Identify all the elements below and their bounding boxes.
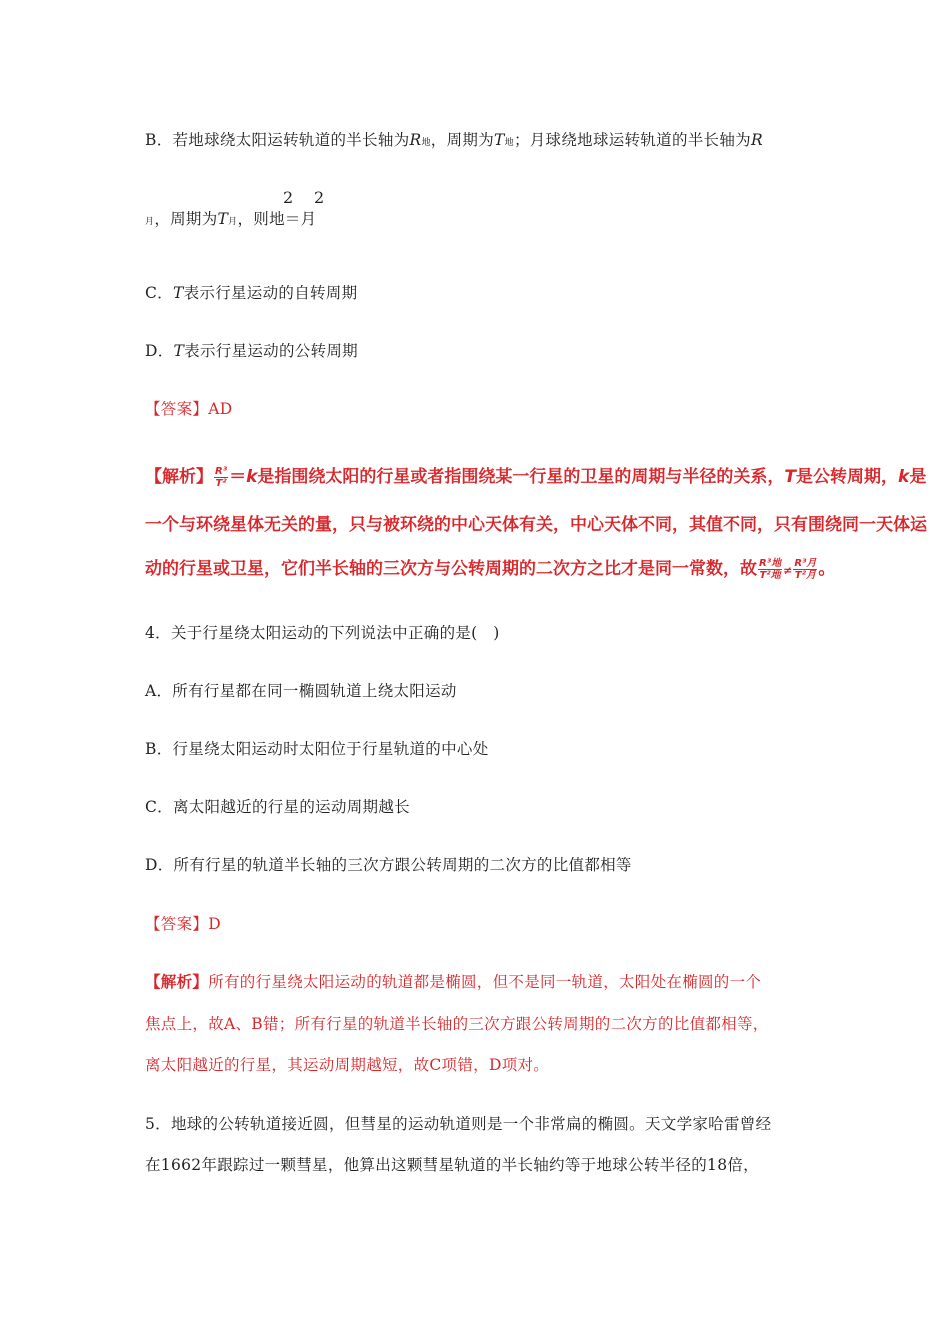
question-4-stem: 4．关于行星绕太阳运动的下列说法中正确的是( )	[145, 624, 500, 642]
explanation-4-line1: 【解析】所有的行星绕太阳运动的轨道都是椭圆，但不是同一轨道，太阳处在椭圆的一个	[145, 972, 762, 991]
answer-4	[145, 912, 221, 934]
answer-value: AD	[208, 400, 233, 418]
answer-label: 【答案】	[145, 400, 209, 418]
option-d: D．T表示行星运动的公转周期	[145, 342, 358, 360]
question-5-line1: 5．地球的公转轨道接近圆，但彗星的运动轨道则是一个非常扁的椭圆。天文学家哈雷曾经	[145, 1115, 772, 1133]
explanation-4-line3: 离太阳越近的行星，其运动周期越短，故C项错，D项对。	[145, 1056, 550, 1074]
option-c: C．T表示行星运动的自转周期	[145, 284, 358, 302]
explanation-3-line1: 【解析】 $\frac{\text{R³}}{\text{T²}}$ ＝k是指围绕太阳的行星或者指围绕某一行星的卫星的周期与半径的关系，T是公转周期，k是	[145, 465, 927, 489]
fraction-earth: $\frac{\text{R³地}}{\text{T²地}}$	[759, 557, 782, 581]
option-b-line2: 月，周期为T月，则地＝月	[145, 210, 317, 228]
answer-value: D	[208, 915, 221, 933]
superscript-2-moon: 2	[314, 188, 325, 207]
question-4-option-a: A．所有行星都在同一椭圆轨道上绕太阳运动	[145, 682, 457, 700]
fraction-moon: $\frac{\text{R³月}}{\text{T²月}}$	[794, 557, 817, 581]
explanation-3-line2: 一个与环绕星体无关的量，只与被环绕的中心天体有关，中心天体不同，其值不同，只有围绕同一天体运	[145, 515, 927, 535]
question-4-option-d: D．所有行星的轨道半长轴的三次方跟公转周期的二次方的比值都相等	[145, 856, 632, 874]
superscript-2-earth: 2	[283, 188, 294, 207]
answer-label: 【答案】	[145, 915, 209, 933]
question-4-option-c: C．离太阳越近的行星的运动周期越长	[145, 798, 410, 816]
answer-3	[145, 397, 232, 419]
fraction-r3-t2: $\frac{\text{R³}}{\text{T²}}$	[215, 465, 228, 489]
explanation-3-line3: 动的行星或卫星，它们半长轴的三次方与公转周期的二次方之比才是同一常数，故 $\frac{\text{R³地}}{\text{T²地}}$ ≠ $\frac{\text{R³月}}{\text{T²月}}$ 。	[145, 557, 836, 581]
question-5-line2: 在1662年跟踪过一颗彗星，他算出这颗彗星轨道的半长轴约等于地球公转半径的18倍，	[145, 1156, 759, 1174]
question-4-option-b: B．行星绕太阳运动时太阳位于行星轨道的中心处	[145, 740, 489, 758]
option-b-line1: B．若地球绕太阳运转轨道的半长轴为R地，周期为T地；月球绕地球运转轨道的半长轴为R	[145, 131, 763, 149]
explanation-4-line2: 焦点上，故A、B错；所有行星的轨道半长轴的三次方跟公转周期的二次方的比值都相等，	[145, 1015, 769, 1033]
